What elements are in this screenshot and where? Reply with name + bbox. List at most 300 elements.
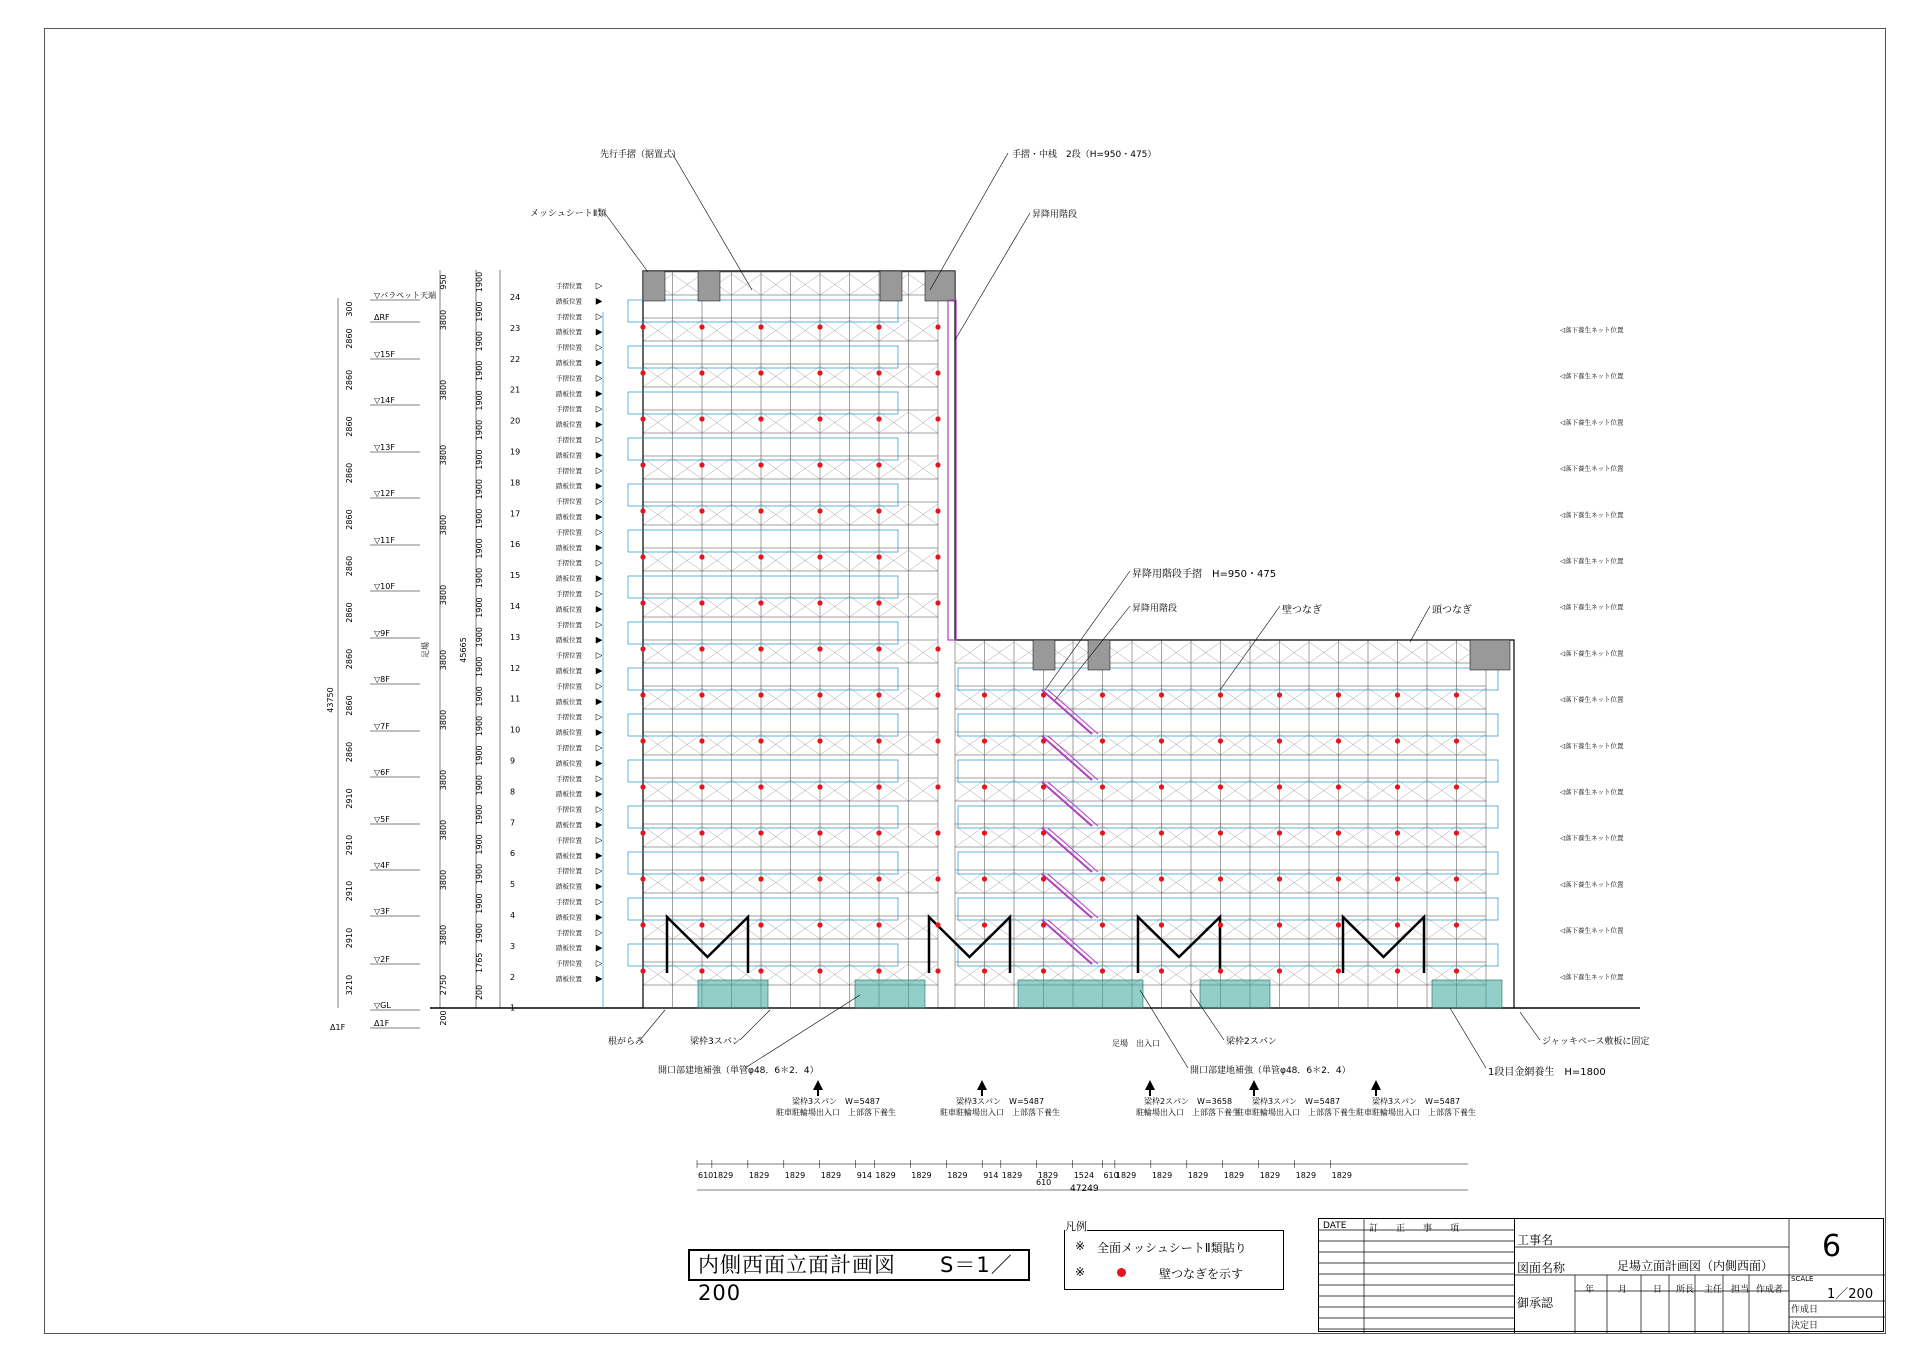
tie-dot	[699, 462, 704, 467]
tie-dot	[876, 784, 881, 789]
floor-label: ▽13F	[374, 443, 395, 452]
level-mark-label: 手摺位置	[556, 466, 582, 475]
floor-label: ▽15F	[374, 350, 395, 359]
lift-dim: 1900	[475, 331, 484, 352]
level-mark-arrow	[596, 714, 602, 720]
tie-dot	[876, 324, 881, 329]
tie-dot	[982, 784, 987, 789]
floor-outline	[628, 806, 898, 828]
day-label: 日	[1653, 1285, 1663, 1295]
tie-dot	[817, 876, 822, 881]
tie-dot	[935, 324, 940, 329]
tie-dot	[640, 876, 645, 881]
level-mark-arrow	[596, 360, 602, 366]
level-mark-arrow	[596, 314, 602, 320]
mesh-hatch-block	[1470, 640, 1510, 670]
level-mark-label: 踏板位置	[556, 759, 582, 768]
span-dim: 610	[698, 1171, 714, 1180]
legend-tie-text: 壁つなぎを示す	[1159, 1267, 1244, 1281]
stage-number: 5	[510, 880, 516, 890]
approval-label: 御承認	[1517, 1296, 1554, 1310]
tie-dot	[1159, 922, 1164, 927]
tie-dot	[935, 738, 940, 743]
level-mark-arrow	[596, 868, 602, 874]
callout-leader	[1520, 1012, 1540, 1040]
lift-dim: 1900	[475, 834, 484, 855]
tie-dot	[1041, 738, 1046, 743]
floor-label: ΔRF	[374, 313, 390, 322]
tie-dot	[758, 784, 763, 789]
floor-outline	[958, 806, 1498, 828]
level-mark-arrow	[596, 545, 602, 551]
level-mark-arrow	[596, 791, 602, 797]
floor-label: ▽5F	[374, 815, 390, 824]
lift-dim: 1900	[475, 419, 484, 441]
stage-number: 21	[510, 385, 521, 395]
span-dim: 1829	[1151, 1171, 1173, 1180]
level-mark-label: 踏板位置	[556, 359, 582, 367]
tie-dot	[1218, 738, 1223, 743]
tie-dot	[817, 646, 822, 651]
tie-dot	[1454, 968, 1459, 973]
sakuseisha-label: 作成者	[1756, 1285, 1784, 1295]
floor-outline	[628, 576, 898, 598]
level-mark-label: 手摺位置	[556, 898, 582, 906]
shunin-label: 主任	[1704, 1285, 1723, 1295]
tie-dot	[982, 922, 987, 927]
stair-flight	[1042, 782, 1092, 826]
level-mark-label: 踏板位置	[556, 543, 582, 552]
stage-number: 22	[510, 354, 521, 364]
floor-label: ▽4F	[374, 861, 390, 870]
span-dim: 1829	[820, 1171, 842, 1180]
level-mark-arrow	[596, 406, 602, 412]
floor-label: Δ1F	[374, 1019, 390, 1028]
level-mark-label: 手摺位置	[556, 590, 582, 598]
stage-dim: 3800	[439, 869, 448, 891]
span-dim: 610	[1103, 1171, 1119, 1180]
tie-dot	[982, 968, 987, 973]
tie-dot	[699, 784, 704, 789]
span-dim: 1829	[1331, 1171, 1352, 1180]
tie-dot	[1277, 738, 1282, 743]
stair-flight	[1042, 736, 1092, 780]
level-mark-arrow	[596, 329, 602, 335]
entrance-note: 梁枠3スパン W=5487 駐車駐輪場出入口 上部落下養生	[940, 1097, 1060, 1117]
entrance-arrow	[813, 1080, 823, 1090]
tie-dot-symbol	[1117, 1268, 1126, 1277]
tie-dot	[640, 508, 645, 513]
callout-leader	[740, 1010, 770, 1040]
floor-label: ▽8F	[374, 675, 390, 684]
tie-dot	[758, 462, 763, 467]
tie-dot	[699, 600, 704, 605]
tie-dot	[817, 784, 822, 789]
revision-header: 訂 正 事 項	[1369, 1224, 1460, 1234]
tie-dot	[817, 508, 822, 513]
level-mark-label: 手摺位置	[556, 282, 582, 290]
floor-label: ▽2F	[374, 955, 390, 964]
net-position-label: ◁落下養生ネット位置	[1560, 695, 1624, 704]
tower-scaffold	[643, 271, 938, 1008]
tie-dot	[640, 554, 645, 559]
tie-dot	[1100, 738, 1105, 743]
entrance-note: 梁枠3スパン W=5487 駐車駐輪場出入口 上部落下養生	[776, 1097, 896, 1117]
lift-dim: 1900	[475, 863, 484, 885]
level-mark-arrow	[596, 683, 602, 689]
stage-number: 6	[510, 849, 516, 859]
scaffold-height-label: 足場	[421, 642, 430, 658]
floor-dim: 2910	[345, 880, 354, 902]
floor-outline	[628, 944, 898, 966]
level-mark-arrow	[596, 653, 602, 659]
total-height-dim: 43750	[326, 687, 335, 713]
callout-shokoyo-kaidan-mid: 昇降用階段	[1132, 604, 1178, 614]
floor-outline	[628, 668, 898, 690]
level-mark-label: 踏板位置	[556, 697, 582, 706]
tie-dot	[1100, 692, 1105, 697]
floor-dim: 2910	[345, 788, 354, 809]
callout-leader	[672, 153, 752, 290]
stair-tower	[948, 300, 1098, 964]
tie-dot	[640, 830, 645, 835]
level-mark-arrow	[596, 483, 602, 489]
tie-dot	[640, 600, 645, 605]
level-mark-label: 手摺位置	[556, 497, 582, 506]
level-mark-label: 踏板位置	[556, 913, 582, 922]
lift-dim: 1900	[475, 360, 484, 381]
callout-kanamo-yojo: 1段目金網養生 H=1800	[1488, 1067, 1606, 1078]
stage-number: 18	[510, 478, 521, 488]
level-mark-label: 手摺位置	[556, 374, 582, 383]
level-mark-arrow	[596, 606, 602, 612]
created-label: 作成日	[1791, 1305, 1819, 1315]
lift-dim: 1900	[475, 449, 484, 470]
floor-dim: 2860	[345, 462, 354, 484]
overall-width-dim: 47249	[1070, 1184, 1099, 1194]
lift-dim: 1900	[475, 893, 484, 914]
drawing-title: 内側西面立面計画図 S＝1／200	[688, 1249, 1030, 1281]
floor-dim: 2910	[345, 927, 354, 949]
tie-dot	[1336, 968, 1341, 973]
tie-dot	[758, 508, 763, 513]
level-mark-arrow	[596, 668, 602, 674]
level-mark-arrow	[596, 437, 602, 443]
tie-dot	[935, 968, 940, 973]
level-mark-label: 手摺位置	[556, 405, 582, 414]
tie-dot	[876, 370, 881, 375]
tie-dot	[876, 508, 881, 513]
level-mark-label: 手摺位置	[556, 805, 582, 814]
callout-hariwaku-3span: 梁枠3スパン	[690, 1037, 741, 1047]
stage-number: 3	[510, 941, 516, 951]
net-position-label: ◁落下養生ネット位置	[1560, 603, 1624, 612]
lift-dim: 1900	[475, 597, 484, 618]
floor-dim: 2860	[345, 648, 354, 670]
tie-dot	[758, 416, 763, 421]
tie-dot	[640, 462, 645, 467]
stage-dim: 3800	[439, 709, 448, 731]
callout-mesh-sheet: メッシュシートⅡ類	[530, 209, 607, 219]
floor-outline	[958, 714, 1498, 736]
callout-hariwaku-2span: 梁枠2スパン	[1226, 1037, 1277, 1047]
tie-dot	[1336, 784, 1341, 789]
floor-outline	[628, 852, 898, 874]
tie-dot	[1100, 876, 1105, 881]
mesh-hatch-block	[880, 271, 902, 301]
level-mark-arrow	[596, 576, 602, 582]
tie-dot	[1277, 968, 1282, 973]
floor-outline	[628, 530, 898, 552]
stage-dim: 3800	[439, 649, 448, 671]
level-mark-label: 手摺位置	[556, 744, 582, 752]
net-block	[1018, 980, 1143, 1008]
callout-kaikou-hokyo-1: 開口部建地補強（単管φ48．6＊2．4）	[658, 1066, 819, 1076]
tie-dot	[699, 876, 704, 881]
level-mark-label: 手摺位置	[556, 651, 582, 660]
bottom-610-dim: 610	[1036, 1178, 1052, 1187]
level-mark-arrow	[596, 283, 602, 289]
callout-shokoyo-tesuri: 昇降用階段手摺 H=950・475	[1132, 569, 1277, 580]
level-mark-label: 踏板位置	[556, 451, 582, 460]
mesh-hatch-block	[643, 271, 665, 301]
span-dim: 1829	[1001, 1171, 1023, 1180]
callout-kaikou-hokyo-2: 開口部建地補強（単管φ48．6＊2．4）	[1190, 1066, 1351, 1076]
lift-dim: 1900	[475, 567, 484, 589]
floor-outline	[958, 944, 1498, 966]
tie-dot	[1218, 830, 1223, 835]
entrance-note: 梁枠2スパン W=3658 駐輪場出入口 上部落下養生	[1136, 1097, 1240, 1117]
level-mark-label: 踏板位置	[556, 975, 582, 983]
level-mark-label: 手摺位置	[556, 867, 582, 876]
level-mark-arrow	[596, 514, 602, 520]
stage-dim: 3800	[439, 924, 448, 946]
tie-dot	[1336, 830, 1341, 835]
stair-flight	[1042, 828, 1092, 872]
stage-number: 4	[510, 911, 516, 920]
tie-dot	[1218, 784, 1223, 789]
net-position-label: ◁落下養生ネット位置	[1560, 926, 1624, 935]
entrance-arrow	[1371, 1080, 1381, 1090]
level-mark-arrow	[596, 822, 602, 828]
callout-jack-base: ジャッキベース敷板に固定	[1542, 1037, 1650, 1047]
lift-dim: 1900	[475, 715, 484, 737]
level-mark-label: 手摺位置	[556, 343, 582, 352]
stage-dim: 3800	[439, 444, 448, 466]
lift-dim: 1900	[475, 804, 484, 825]
tie-dot	[1159, 738, 1164, 743]
tie-dot	[758, 968, 763, 973]
net-position-label: ◁落下養生ネット位置	[1560, 741, 1624, 750]
tie-dot	[935, 508, 940, 513]
tie-dot	[1277, 830, 1282, 835]
callout-leader	[955, 213, 1030, 340]
floor-dim: 2860	[345, 555, 354, 577]
stair-flight	[1042, 874, 1092, 918]
lift-dim: 1900	[475, 923, 484, 944]
tie-dot	[1100, 830, 1105, 835]
level-mark-label: 踏板位置	[556, 420, 582, 429]
level-mark-arrow	[596, 529, 602, 535]
tie-dot	[1041, 692, 1046, 697]
tie-dot	[935, 600, 940, 605]
stage-number: 15	[510, 571, 521, 581]
floor-label: ▽11F	[374, 536, 395, 545]
reinforcement-frame	[929, 917, 1010, 973]
tie-dot	[1454, 738, 1459, 743]
tie-dot	[1395, 738, 1400, 743]
callout-leader	[1140, 990, 1188, 1068]
tie-dot	[935, 462, 940, 467]
tie-dot	[817, 968, 822, 973]
span-dim: 1829	[1037, 1171, 1059, 1180]
lift-dim: 200	[475, 984, 484, 1001]
stage-number: 17	[510, 509, 521, 519]
tie-dot	[1218, 922, 1223, 927]
tie-dot	[935, 830, 940, 835]
level-mark-label: 踏板位置	[556, 636, 582, 645]
level-mark-label: 踏板位置	[556, 851, 582, 860]
span-dim: 1829	[748, 1171, 770, 1180]
tanto-label: 担当	[1731, 1285, 1750, 1295]
stage-number: 12	[510, 663, 521, 673]
net-block	[1200, 980, 1270, 1008]
tie-dot	[876, 554, 881, 559]
shocho-label: 所長	[1676, 1285, 1695, 1295]
tie-dot	[876, 416, 881, 421]
tie-dot	[817, 738, 822, 743]
tie-dot	[876, 830, 881, 835]
title-block-grid	[1319, 1219, 1885, 1333]
tie-dot	[1336, 738, 1341, 743]
tie-dot	[758, 922, 763, 927]
floor-dim: 2860	[345, 369, 354, 391]
tie-dot	[640, 324, 645, 329]
tie-dot	[982, 738, 987, 743]
lift-dim: 1900	[475, 271, 484, 293]
callout-leader	[1045, 571, 1130, 690]
tie-dot	[1336, 692, 1341, 697]
level-mark-arrow	[596, 914, 602, 920]
tie-dot	[817, 922, 822, 927]
floor-dim: 2860	[345, 602, 354, 623]
decided-label: 決定日	[1791, 1321, 1819, 1331]
tie-dot	[876, 876, 881, 881]
net-position-label: ◁落下養生ネット位置	[1560, 649, 1624, 658]
scaffold-outline	[643, 271, 1514, 1008]
tie-dot	[1159, 784, 1164, 789]
tie-dot	[699, 416, 704, 421]
tie-dot	[935, 692, 940, 697]
mesh-hatch-block	[1033, 640, 1055, 670]
stage-number: 24	[510, 293, 521, 302]
legend-mark: ※	[1075, 1239, 1086, 1253]
net-position-label: ◁落下養生ネット位置	[1560, 972, 1624, 981]
tie-dot	[699, 554, 704, 559]
stage-dim: 3800	[439, 819, 448, 841]
mesh-hatch-block	[925, 271, 955, 301]
tie-dot	[876, 738, 881, 743]
tie-dot	[817, 370, 822, 375]
level-mark-arrow	[596, 375, 602, 381]
level-mark-arrow	[596, 776, 602, 782]
callout-negarami: 根がらみ	[608, 1037, 645, 1047]
floor-outline	[628, 714, 898, 736]
level-mark-label: 手摺位置	[556, 559, 582, 568]
floor-label: ▽9F	[374, 629, 390, 638]
floor-label: ▽14F	[374, 396, 395, 405]
stair-flight	[1042, 690, 1092, 734]
stage-number: 14	[510, 602, 521, 611]
span-dim: 1829	[1115, 1171, 1137, 1180]
drawing-name-label: 図面名称	[1517, 1261, 1566, 1275]
stage-dim: 200	[439, 1010, 448, 1026]
level-mark-label: 踏板位置	[556, 389, 582, 398]
tie-dot	[876, 968, 881, 973]
level-mark-label: 踏板位置	[556, 882, 582, 891]
stage-dim: 950	[439, 274, 448, 290]
callout-leader	[1450, 1008, 1486, 1068]
level-mark-label: 手摺位置	[556, 528, 582, 537]
mesh-hatch-block	[698, 271, 720, 301]
callout-leader	[604, 212, 648, 272]
stair-flight	[1042, 920, 1092, 964]
level-mark-arrow	[596, 499, 602, 505]
tie-dot	[817, 462, 822, 467]
tie-dot	[935, 922, 940, 927]
tie-dot	[640, 738, 645, 743]
level-mark-arrow	[596, 452, 602, 458]
callout-kabe-tsunagi: 壁つなぎ	[1282, 605, 1322, 616]
net-position-label: ◁落下養生ネット位置	[1560, 510, 1624, 519]
reinforcement-frame	[667, 917, 748, 973]
level-mark-label: 手摺位置	[556, 959, 582, 968]
lift-dim: 1900	[475, 656, 484, 677]
level-mark-arrow	[596, 622, 602, 628]
tie-dot	[758, 876, 763, 881]
stage-number: 19	[510, 447, 521, 457]
level-mark-arrow	[596, 976, 602, 982]
stage-dim: 3800	[439, 769, 448, 791]
tie-dot	[699, 692, 704, 697]
project-label: 工事名	[1517, 1233, 1554, 1247]
level-mark-label: 手摺位置	[556, 928, 582, 937]
tie-dot	[699, 738, 704, 743]
legend-mark: ※	[1075, 1265, 1086, 1279]
level-mark-arrow	[596, 345, 602, 351]
tie-dot	[758, 370, 763, 375]
floor-outline	[628, 300, 898, 322]
tie-dot	[982, 692, 987, 697]
lift-dim: 1765	[475, 952, 484, 973]
level-mark-arrow	[596, 853, 602, 859]
net-block	[1432, 980, 1502, 1008]
level-mark-label: 踏板位置	[556, 297, 582, 306]
tie-dot	[699, 922, 704, 927]
floor-outline	[958, 760, 1498, 782]
level-mark-arrow	[596, 391, 602, 397]
tie-dot	[1395, 876, 1400, 881]
tie-dot	[1336, 876, 1341, 881]
stage-dim: 3800	[439, 379, 448, 401]
lift-dim: 1900	[475, 508, 484, 529]
span-dim: 1829	[712, 1171, 734, 1180]
net-position-label: ◁落下養生ネット位置	[1560, 464, 1624, 473]
tie-dot	[817, 600, 822, 605]
span-dim: 1829	[875, 1171, 896, 1180]
span-dim: 1829	[784, 1171, 806, 1180]
level-mark-label: 踏板位置	[556, 944, 582, 953]
